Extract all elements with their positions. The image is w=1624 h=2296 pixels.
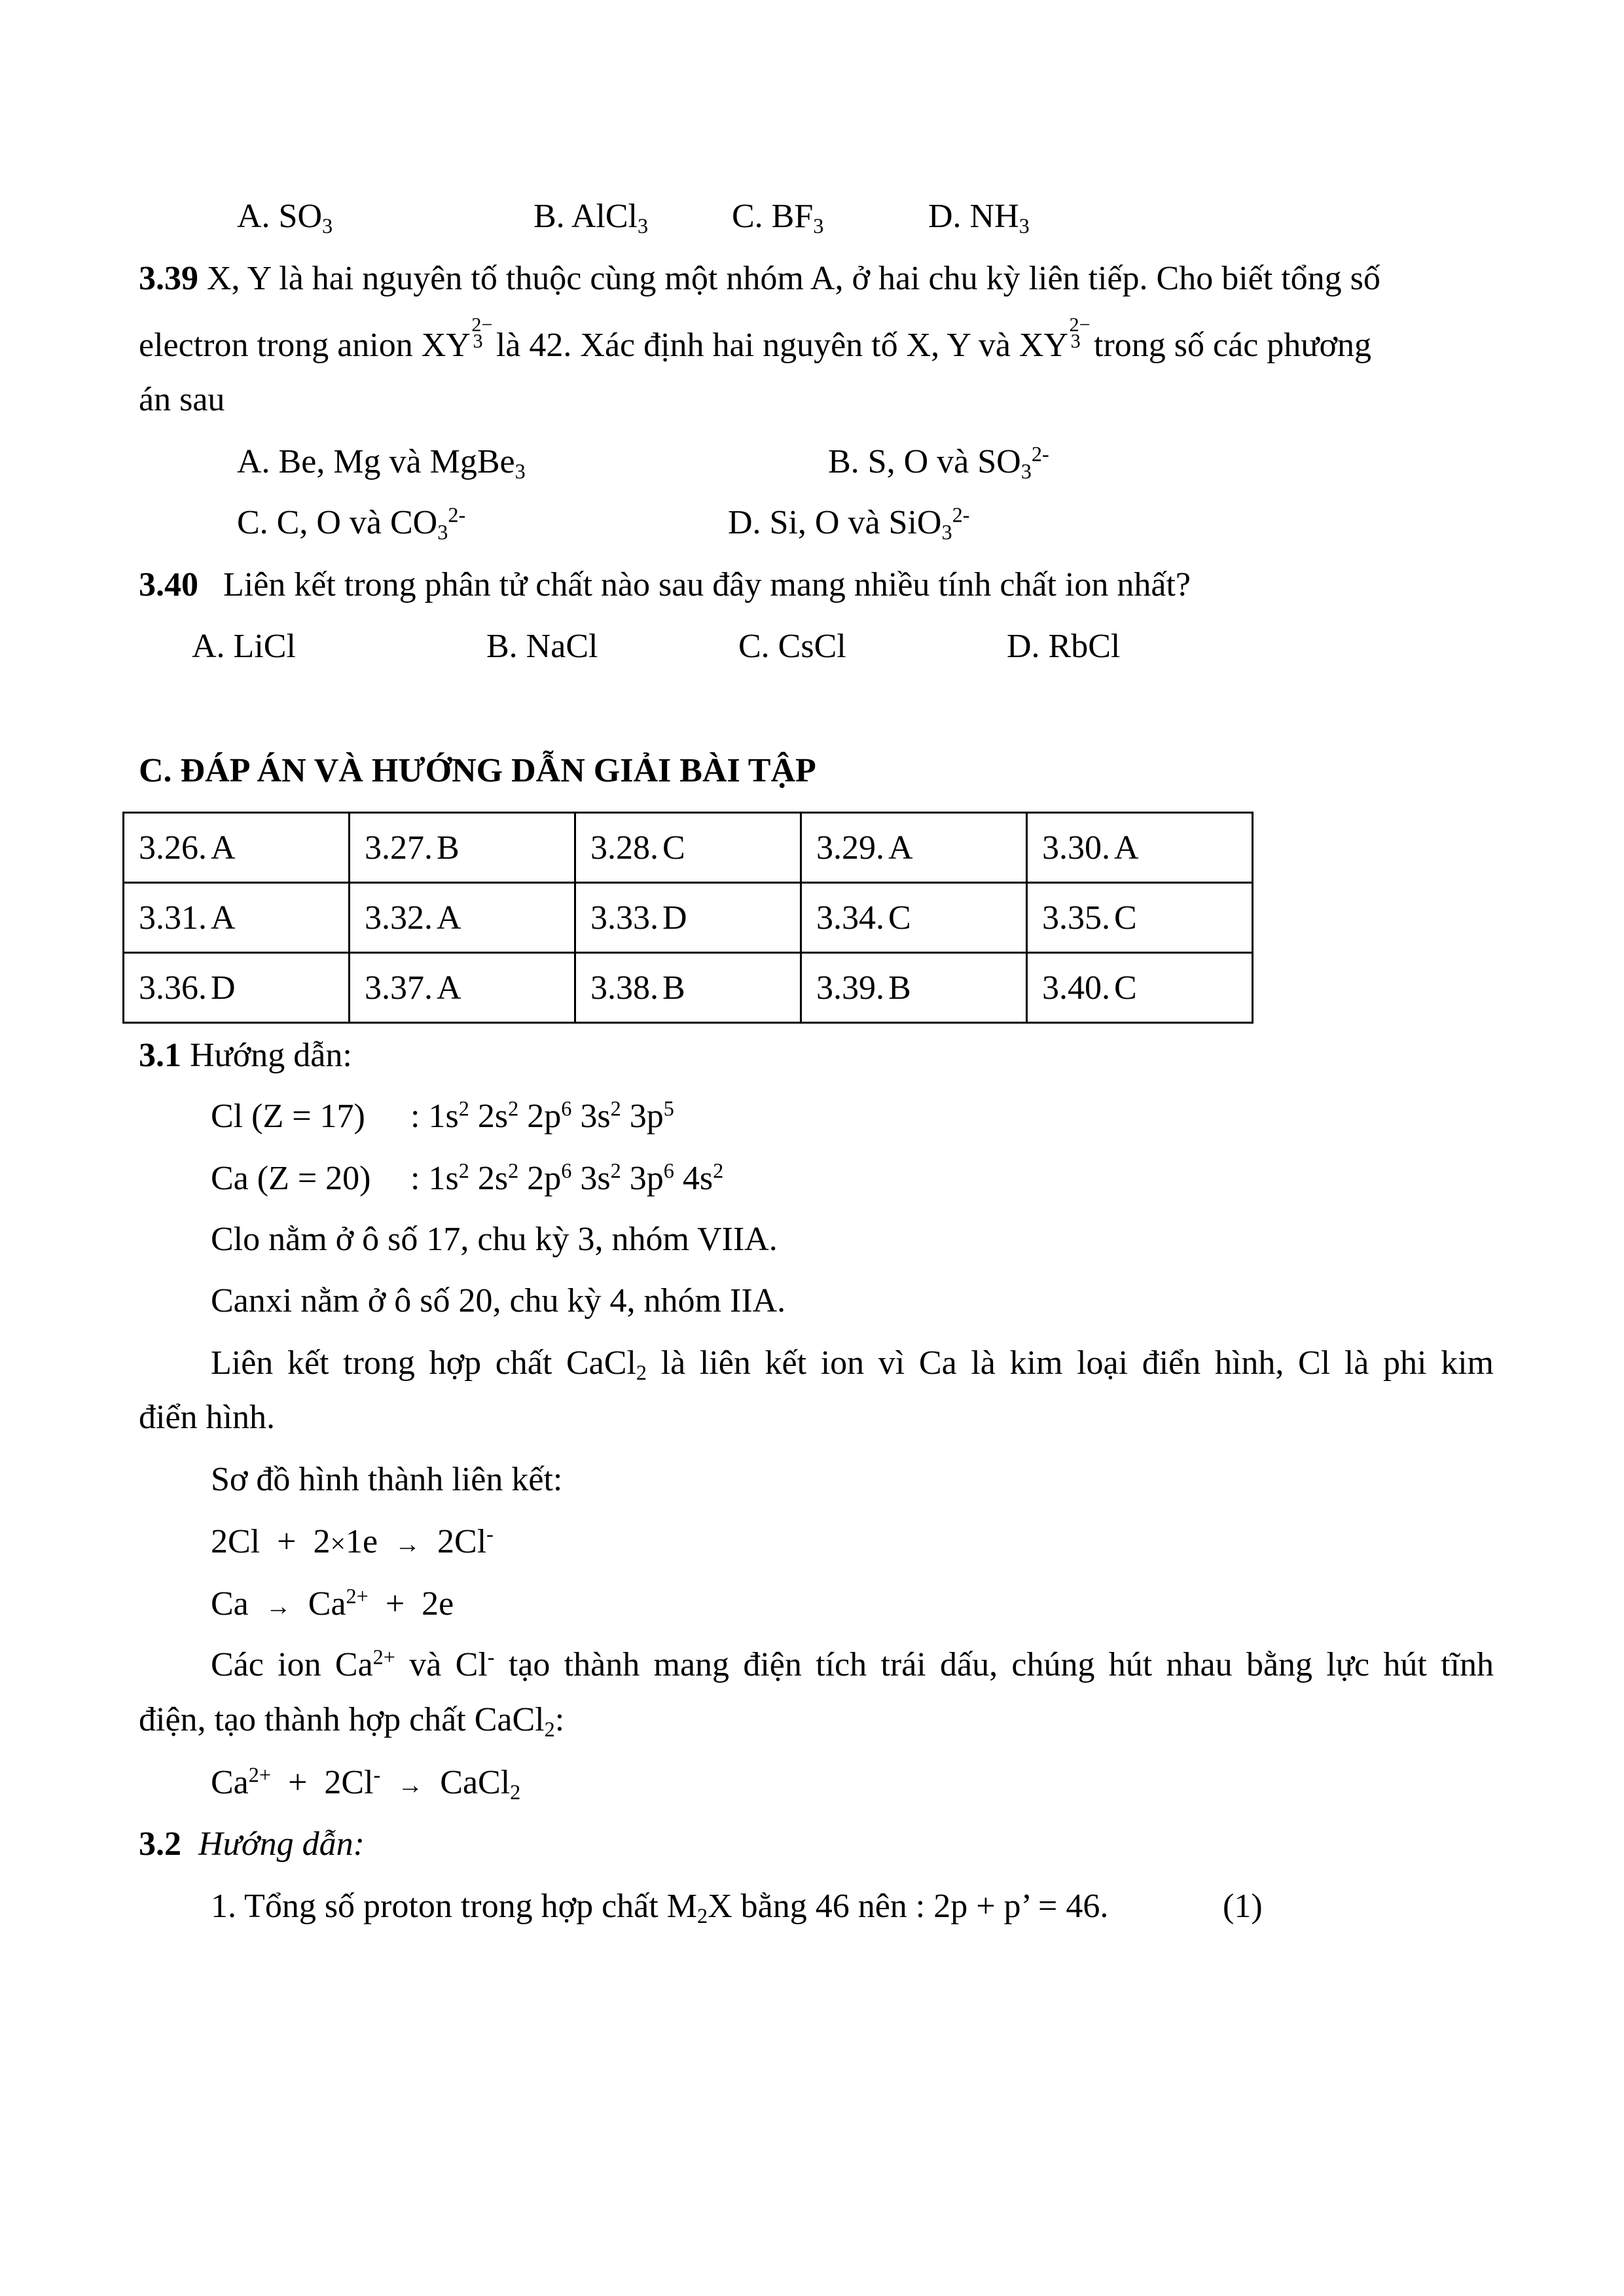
q339-option-b: B. S, O và $SO_3^{2-}$ [828,442,1049,484]
equation-cacl2: $Ca^{2+} + 2Cl^-$ → CaCl$_2$ [211,1763,521,1804]
q338-option-c: C. $BF_3$ [732,198,824,238]
canxi-position: Canxi nằm ở ô số 20, chu kỳ 4, nhóm IIA. [211,1282,786,1319]
s32-line1: 1. Tổng số proton trong hợp chất $M_2X$ bằng 46 nên : 2p + p’ = 46. [211,1888,1109,1928]
table-row [124,813,1253,883]
answer-cell: 3.40. C [1027,953,1253,1023]
s32-heading: 3.2 Hướng dẫn: [139,1825,365,1863]
answer-cell: 3.29. A [801,813,1027,883]
answer-cell: 3.39. B [801,953,1027,1023]
q339-line3: án sau [139,381,225,418]
s31-heading: 3.1 Hướng dẫn: [139,1037,352,1074]
answer-cell: 3.28. C [575,813,801,883]
q339-option-d: D. Si, O và SiO$_3^{2-}$ [728,503,970,545]
bond-line2: điển hình. [139,1399,275,1436]
q340-option-c: C. CsCl [738,628,846,665]
q338-option-d: D. $NH_3$ [928,198,1030,238]
equation-ca: $Ca \to Ca^{2+} + 2e$ [211,1584,454,1623]
s32-number: 3.2 [139,1825,181,1863]
answer-cell: 3.33. D [575,883,801,953]
q340-number: 3.40 [139,566,198,603]
q338-option-b: B. AlCl$_3$ [533,198,649,238]
q339-line1: 3.39 X, Y là hai nguyên tố thuộc cùng một nhóm A, ở hai chu kỳ liên tiếp. Cho biết tổng số [139,260,1380,297]
answer-cell: 3.31. A [124,883,350,953]
answer-cell: 3.35. C [1027,883,1253,953]
scheme-label: Sơ đồ hình thành liên kết: [211,1461,563,1498]
q340-line: 3.40 Liên kết trong phân tử chất nào sau đây mang nhiều tính chất ion nhất? [139,566,1191,603]
s31-number: 3.1 [139,1037,181,1074]
clo-position: Clo nằm ở ô số 17, chu kỳ 3, nhóm VIIA. [211,1221,778,1258]
answer-cell: 3.26. A [124,813,350,883]
q339-option-c: C. C, O và $CO_3^{2-}$ [237,503,466,545]
table-row [124,953,1253,1023]
q340-option-b: B. NaCl [486,628,598,665]
cl-config: Cl (Z = 17) : $1s^2$ $2s^2$ $2p^6$ $3s^2$ $3p^5$ [211,1096,674,1135]
answer-cell: 3.34. C [801,883,1027,953]
equation-number: (1) [1223,1888,1263,1925]
table-row [124,883,1253,953]
section-title: C. ĐÁP ÁN VÀ HƯỚNG DẪN GIẢI BÀI TẬP [139,752,816,789]
q338-option-a: A. $SO_3$ [237,198,333,238]
ions-line1: Các ion $Ca^{2+}$ và Cl- tạo thành mang điện tích trái dấu, chúng hút nhau bằng lực hút tĩnh [211,1645,1494,1683]
answer-cell: 3.32. A [350,883,575,953]
q339-line2: electron trong anion XY 2− 3 là 42. Xác định hai nguyên tố X, Y và XY 2− 3 trong số các phương [139,313,1371,364]
q339-option-a: A. Be, Mg và MgBe$_3$ [237,443,526,484]
answer-cell: 3.36. D [124,953,350,1023]
q340-option-d: D. RbCl [1007,628,1121,665]
answer-table [122,812,1254,1024]
answer-cell: 3.38. B [575,953,801,1023]
q340-option-a: A. LiCl [192,628,296,665]
answer-cell: 3.30. A [1027,813,1253,883]
bond-line1: Liên kết trong hợp chất CaCl$_2$ là liên kết ion vì Ca là kim loại điển hình, Cl là phi kim [211,1344,1494,1385]
q339-number: 3.39 [139,260,198,297]
equation-cl: 2Cl + 2×1e → 2Cl- [211,1522,494,1560]
answer-cell: 3.27. B [350,813,575,883]
ions-line2: điện, tạo thành hợp chất CaCl$_2$: [139,1701,565,1742]
ca-config: Ca (Z = 20) : $1s^2$ $2s^2$ $2p^6$ $3s^2$ $3p^6$ $4s^2$ [211,1158,724,1197]
answer-cell: 3.37. A [350,953,575,1023]
